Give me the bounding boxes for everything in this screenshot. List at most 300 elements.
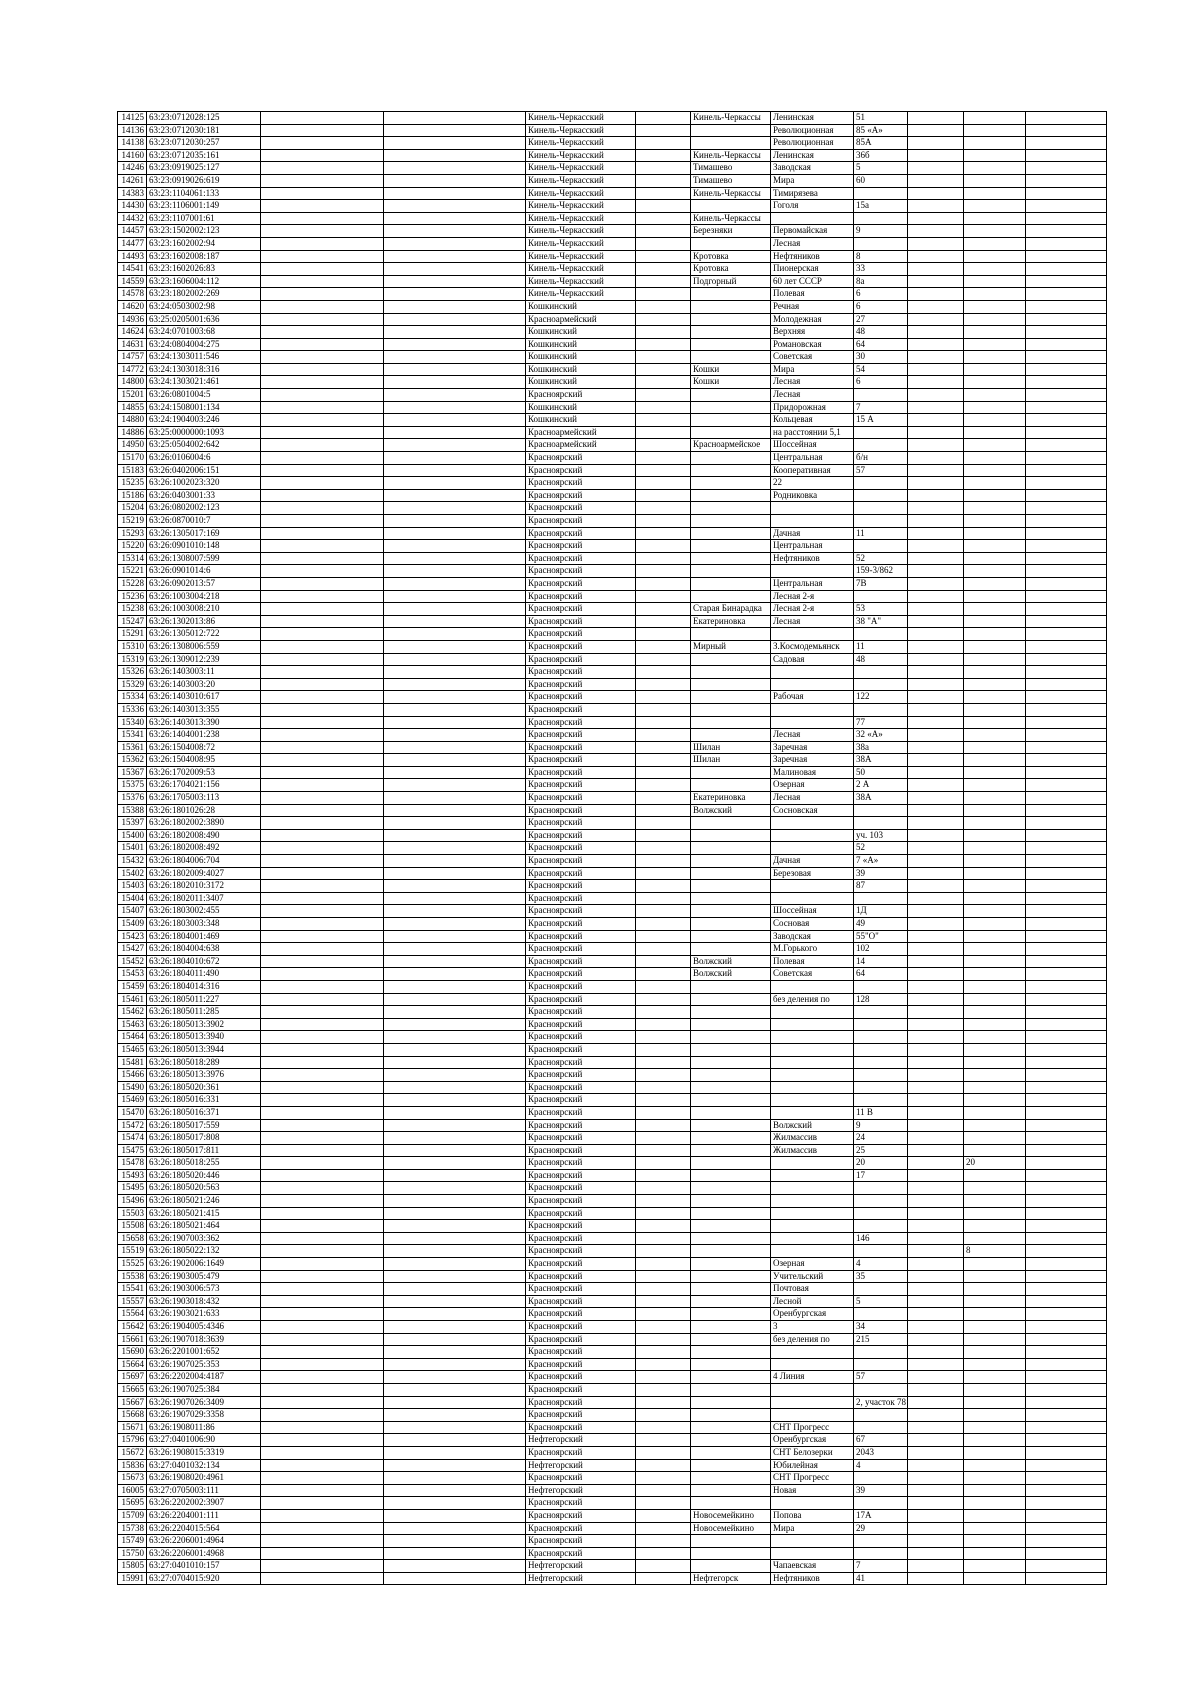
cell-house-number	[854, 1383, 908, 1396]
cell-row-number: 15361	[118, 741, 147, 754]
cell-col-12	[1026, 1446, 1107, 1459]
cell-col-6	[636, 666, 691, 679]
cell-house-number	[854, 187, 908, 200]
cell-settlement	[691, 1081, 771, 1094]
cell-street	[771, 817, 854, 830]
cell-house-number: 20	[854, 1157, 908, 1170]
cell-col-10	[908, 1081, 964, 1094]
cell-col-3	[261, 162, 384, 175]
cell-row-number: 15690	[118, 1346, 147, 1359]
cell-district: Красноярский	[526, 565, 636, 578]
table-row	[118, 603, 1107, 616]
cell-col-12	[1026, 540, 1107, 553]
cell-district: Красноярский	[526, 804, 636, 817]
cell-col-6	[636, 439, 691, 452]
cell-district: Красноярский	[526, 1043, 636, 1056]
cell-col-6	[636, 968, 691, 981]
cell-col-6	[636, 137, 691, 150]
cell-street: Рабочая	[771, 691, 854, 704]
cell-house-number: 122	[854, 691, 908, 704]
cell-street: Пионерская	[771, 263, 854, 276]
cell-row-number: 14160	[118, 149, 147, 162]
cell-settlement	[691, 1270, 771, 1283]
cell-row-number: 15472	[118, 1119, 147, 1132]
cell-row-number: 14493	[118, 250, 147, 263]
cell-settlement	[691, 1560, 771, 1573]
cell-row-number: 14541	[118, 263, 147, 276]
cell-settlement	[691, 943, 771, 956]
cell-row-number: 15469	[118, 1094, 147, 1107]
cell-row-number: 15409	[118, 918, 147, 931]
cell-col-3	[261, 477, 384, 490]
cell-col-3	[261, 1245, 384, 1258]
cell-street	[771, 515, 854, 528]
cell-col-12	[1026, 1207, 1107, 1220]
table-row	[118, 502, 1107, 515]
cell-col-3	[261, 1383, 384, 1396]
cell-street: Лесная 2-я	[771, 603, 854, 616]
cell-col-6	[636, 678, 691, 691]
cell-street: Жилмассив	[771, 1144, 854, 1157]
cell-street: Советская	[771, 968, 854, 981]
cell-col-12	[1026, 804, 1107, 817]
cell-col-3	[261, 1232, 384, 1245]
cell-col-4	[384, 452, 526, 465]
cell-district: Красноярский	[526, 502, 636, 515]
cell-col-6	[636, 1069, 691, 1082]
cell-col-11	[964, 1459, 1026, 1472]
table-row	[118, 867, 1107, 880]
cell-col-3	[261, 1434, 384, 1447]
cell-street: 3	[771, 1321, 854, 1334]
cell-settlement: Новосемейкино	[691, 1522, 771, 1535]
cell-settlement	[691, 389, 771, 402]
cell-cadastral-number: 63:26:1403003:20	[147, 678, 261, 691]
cell-settlement	[691, 489, 771, 502]
cell-cadastral-number: 63:26:1305012:722	[147, 628, 261, 641]
cell-col-6	[636, 1346, 691, 1359]
cell-settlement: Кинель-Черкассы	[691, 187, 771, 200]
cell-house-number	[854, 1421, 908, 1434]
cell-cadastral-number: 63:26:1903018:432	[147, 1295, 261, 1308]
cell-col-10	[908, 477, 964, 490]
cell-col-4	[384, 918, 526, 931]
cell-col-6	[636, 640, 691, 653]
cell-settlement: Нефтегорск	[691, 1572, 771, 1585]
cell-col-4	[384, 225, 526, 238]
cell-house-number	[854, 1195, 908, 1208]
cell-street	[771, 678, 854, 691]
cell-street: Садовая	[771, 653, 854, 666]
cell-col-6	[636, 326, 691, 339]
cell-col-3	[261, 1043, 384, 1056]
cell-cadastral-number: 63:26:1805016:331	[147, 1094, 261, 1107]
cell-col-11	[964, 930, 1026, 943]
cell-settlement	[691, 338, 771, 351]
cell-col-10	[908, 426, 964, 439]
cell-col-12	[1026, 615, 1107, 628]
cell-cadastral-number: 63:24:1904003:246	[147, 414, 261, 427]
cell-col-12	[1026, 729, 1107, 742]
cell-street	[771, 703, 854, 716]
cell-street: Кооперативная	[771, 464, 854, 477]
cell-settlement	[691, 1459, 771, 1472]
cell-row-number: 15462	[118, 1006, 147, 1019]
cell-street: Революционная	[771, 137, 854, 150]
cell-street: Молодежная	[771, 313, 854, 326]
cell-street: Ленинская	[771, 112, 854, 125]
cell-house-number	[854, 237, 908, 250]
cell-col-4	[384, 1522, 526, 1535]
cell-col-12	[1026, 489, 1107, 502]
cell-col-6	[636, 842, 691, 855]
cell-row-number: 16005	[118, 1484, 147, 1497]
cell-settlement: Кинель-Черкассы	[691, 149, 771, 162]
cell-street	[771, 1081, 854, 1094]
cell-house-number: 67	[854, 1434, 908, 1447]
table-row	[118, 225, 1107, 238]
cell-col-10	[908, 905, 964, 918]
cell-row-number: 14757	[118, 351, 147, 364]
cell-col-6	[636, 804, 691, 817]
cell-col-12	[1026, 1043, 1107, 1056]
cell-col-12	[1026, 779, 1107, 792]
cell-row-number: 15538	[118, 1270, 147, 1283]
cell-col-6	[636, 338, 691, 351]
cell-col-3	[261, 716, 384, 729]
cell-street: Советская	[771, 351, 854, 364]
cell-col-3	[261, 993, 384, 1006]
cell-street	[771, 1409, 854, 1422]
cell-col-11	[964, 237, 1026, 250]
cell-street	[771, 1106, 854, 1119]
table-row	[118, 477, 1107, 490]
cell-row-number: 15991	[118, 1572, 147, 1585]
cell-district: Красноярский	[526, 590, 636, 603]
cell-col-10	[908, 1308, 964, 1321]
cell-row-number: 15402	[118, 867, 147, 880]
cell-row-number: 15293	[118, 527, 147, 540]
cell-col-4	[384, 855, 526, 868]
cell-col-6	[636, 174, 691, 187]
cell-house-number	[854, 1006, 908, 1019]
cell-row-number: 15658	[118, 1232, 147, 1245]
cell-col-10	[908, 187, 964, 200]
cell-house-number	[854, 1182, 908, 1195]
cell-row-number: 15427	[118, 943, 147, 956]
cell-col-3	[261, 225, 384, 238]
cell-col-6	[636, 1409, 691, 1422]
cell-house-number	[854, 212, 908, 225]
cell-row-number: 15341	[118, 729, 147, 742]
cell-house-number: 57	[854, 464, 908, 477]
cell-col-10	[908, 1069, 964, 1082]
cell-district: Красноярский	[526, 729, 636, 742]
cell-house-number: уч. 103	[854, 829, 908, 842]
cell-col-11	[964, 1572, 1026, 1585]
cell-house-number: 8	[854, 250, 908, 263]
cell-col-4	[384, 464, 526, 477]
cell-col-12	[1026, 1572, 1107, 1585]
cell-district: Красноярский	[526, 1232, 636, 1245]
cell-col-10	[908, 666, 964, 679]
cell-col-6	[636, 741, 691, 754]
cell-house-number: 38А	[854, 792, 908, 805]
cell-row-number: 15664	[118, 1358, 147, 1371]
cell-col-11	[964, 1446, 1026, 1459]
cell-col-11	[964, 477, 1026, 490]
cell-cadastral-number: 63:26:1802011:3407	[147, 892, 261, 905]
cell-col-12	[1026, 174, 1107, 187]
cell-col-11	[964, 464, 1026, 477]
cell-col-12	[1026, 502, 1107, 515]
cell-col-6	[636, 930, 691, 943]
cell-cadastral-number: 63:26:2206001:4968	[147, 1547, 261, 1560]
cell-col-11	[964, 452, 1026, 465]
table-row	[118, 1308, 1107, 1321]
cell-cadastral-number: 63:23:1606004:112	[147, 275, 261, 288]
table-row	[118, 703, 1107, 716]
cell-cadastral-number: 63:26:1805018:289	[147, 1056, 261, 1069]
cell-col-4	[384, 729, 526, 742]
cell-row-number: 15388	[118, 804, 147, 817]
cell-col-12	[1026, 137, 1107, 150]
cell-col-6	[636, 1560, 691, 1573]
cell-col-3	[261, 288, 384, 301]
cell-col-3	[261, 464, 384, 477]
cell-col-12	[1026, 351, 1107, 364]
cell-col-10	[908, 452, 964, 465]
cell-cadastral-number: 63:26:1805011:285	[147, 1006, 261, 1019]
cell-house-number: 27	[854, 313, 908, 326]
cell-district: Красноярский	[526, 515, 636, 528]
cell-col-3	[261, 855, 384, 868]
cell-house-number: 7 «А»	[854, 855, 908, 868]
cell-row-number: 15474	[118, 1132, 147, 1145]
cell-street: Лесная	[771, 792, 854, 805]
cell-settlement	[691, 1006, 771, 1019]
cell-col-4	[384, 187, 526, 200]
cell-col-12	[1026, 124, 1107, 137]
cell-district: Красноярский	[526, 1396, 636, 1409]
cell-col-12	[1026, 363, 1107, 376]
cell-col-6	[636, 1006, 691, 1019]
cell-district: Красноярский	[526, 754, 636, 767]
cell-col-3	[261, 792, 384, 805]
cell-col-3	[261, 1409, 384, 1422]
cell-col-12	[1026, 716, 1107, 729]
cell-street: без деления по	[771, 1333, 854, 1346]
table-row	[118, 1434, 1107, 1447]
cell-row-number: 15697	[118, 1371, 147, 1384]
cell-street: Нефтяников	[771, 250, 854, 263]
cell-col-4	[384, 1308, 526, 1321]
cell-settlement	[691, 628, 771, 641]
cell-col-10	[908, 993, 964, 1006]
cell-col-12	[1026, 1069, 1107, 1082]
cell-col-6	[636, 1421, 691, 1434]
cell-col-11	[964, 1144, 1026, 1157]
cell-street	[771, 1547, 854, 1560]
cell-col-10	[908, 1535, 964, 1548]
cell-row-number: 15221	[118, 565, 147, 578]
cell-col-6	[636, 1258, 691, 1271]
cell-house-number: 87	[854, 880, 908, 893]
table-row	[118, 1081, 1107, 1094]
cell-col-10	[908, 943, 964, 956]
cell-col-6	[636, 716, 691, 729]
cell-col-10	[908, 1371, 964, 1384]
cell-row-number: 15235	[118, 477, 147, 490]
cell-row-number: 15403	[118, 880, 147, 893]
cell-street	[771, 1018, 854, 1031]
cell-col-10	[908, 1182, 964, 1195]
cell-street	[771, 1497, 854, 1510]
cell-street: Романовская	[771, 338, 854, 351]
cell-col-4	[384, 716, 526, 729]
cell-col-4	[384, 275, 526, 288]
cell-row-number: 15541	[118, 1283, 147, 1296]
cell-col-3	[261, 414, 384, 427]
table-row	[118, 968, 1107, 981]
cell-house-number: 35	[854, 1270, 908, 1283]
table-row	[118, 1157, 1107, 1170]
cell-cadastral-number: 63:26:1907025:384	[147, 1383, 261, 1396]
cell-col-3	[261, 326, 384, 339]
cell-col-3	[261, 1195, 384, 1208]
cell-col-3	[261, 1106, 384, 1119]
cell-row-number: 15423	[118, 930, 147, 943]
cell-col-3	[261, 880, 384, 893]
cell-settlement	[691, 426, 771, 439]
cell-cadastral-number: 63:24:0804004:275	[147, 338, 261, 351]
cell-street: на расстоянии 5,1	[771, 426, 854, 439]
cell-col-3	[261, 842, 384, 855]
cell-col-6	[636, 817, 691, 830]
cell-col-11	[964, 489, 1026, 502]
cell-col-12	[1026, 867, 1107, 880]
cell-col-12	[1026, 678, 1107, 691]
cell-settlement	[691, 515, 771, 528]
cell-district: Красноярский	[526, 603, 636, 616]
cell-col-12	[1026, 1346, 1107, 1359]
cell-col-6	[636, 1169, 691, 1182]
cell-street: Речная	[771, 300, 854, 313]
cell-district: Красноярский	[526, 1056, 636, 1069]
cell-col-3	[261, 1572, 384, 1585]
table-row	[118, 1459, 1107, 1472]
cell-district: Кинель-Черкасский	[526, 275, 636, 288]
cell-house-number: 14	[854, 955, 908, 968]
cell-cadastral-number: 63:26:1805011:227	[147, 993, 261, 1006]
cell-col-10	[908, 389, 964, 402]
cell-district: Красноярский	[526, 1094, 636, 1107]
cell-col-4	[384, 930, 526, 943]
cell-col-6	[636, 829, 691, 842]
cell-house-number: 7	[854, 401, 908, 414]
cell-cadastral-number: 63:26:1804010:672	[147, 955, 261, 968]
cell-cadastral-number: 63:26:2201001:652	[147, 1346, 261, 1359]
cell-col-10	[908, 1497, 964, 1510]
cell-col-4	[384, 817, 526, 830]
cell-col-4	[384, 137, 526, 150]
cell-col-11	[964, 212, 1026, 225]
cell-street	[771, 829, 854, 842]
cell-col-10	[908, 1220, 964, 1233]
table-row	[118, 1094, 1107, 1107]
cell-col-6	[636, 1522, 691, 1535]
cell-cadastral-number: 63:26:1805020:563	[147, 1182, 261, 1195]
table-row	[118, 527, 1107, 540]
cell-street: Ленинская	[771, 149, 854, 162]
cell-col-11	[964, 515, 1026, 528]
cell-district: Кинель-Черкасский	[526, 237, 636, 250]
cell-col-4	[384, 401, 526, 414]
cell-col-6	[636, 1270, 691, 1283]
cell-col-4	[384, 628, 526, 641]
cell-col-6	[636, 590, 691, 603]
cell-district: Кинель-Черкасский	[526, 174, 636, 187]
cell-col-10	[908, 1509, 964, 1522]
cell-col-11	[964, 1358, 1026, 1371]
cell-col-10	[908, 250, 964, 263]
cell-row-number: 15336	[118, 703, 147, 716]
cell-cadastral-number: 63:25:0000000:1093	[147, 426, 261, 439]
cell-house-number: б/н	[854, 452, 908, 465]
cell-col-12	[1026, 892, 1107, 905]
cell-house-number	[854, 1283, 908, 1296]
cell-col-6	[636, 703, 691, 716]
cell-house-number: 9	[854, 1119, 908, 1132]
cell-street: Озерная	[771, 1258, 854, 1271]
cell-row-number: 15228	[118, 577, 147, 590]
cell-col-6	[636, 615, 691, 628]
cell-district: Кошкинский	[526, 300, 636, 313]
cell-col-10	[908, 1547, 964, 1560]
cell-col-11	[964, 666, 1026, 679]
cell-settlement: Кротовка	[691, 263, 771, 276]
cell-col-12	[1026, 212, 1107, 225]
cell-col-10	[908, 200, 964, 213]
cell-district: Кошкинский	[526, 414, 636, 427]
cell-district: Красноярский	[526, 1270, 636, 1283]
cell-street: Шоссейная	[771, 439, 854, 452]
cell-col-4	[384, 414, 526, 427]
cell-settlement	[691, 1371, 771, 1384]
cell-district: Нефтегорский	[526, 1572, 636, 1585]
cell-cadastral-number: 63:26:0901014:6	[147, 565, 261, 578]
cell-col-12	[1026, 552, 1107, 565]
cell-col-4	[384, 1459, 526, 1472]
cell-col-11	[964, 577, 1026, 590]
cell-street	[771, 1245, 854, 1258]
cell-col-6	[636, 1283, 691, 1296]
cell-col-3	[261, 338, 384, 351]
cell-street: Заречная	[771, 741, 854, 754]
cell-street: Первомайская	[771, 225, 854, 238]
cell-col-12	[1026, 1358, 1107, 1371]
cell-col-11	[964, 1371, 1026, 1384]
cell-district: Кинель-Черкасский	[526, 187, 636, 200]
table-row	[118, 766, 1107, 779]
cell-settlement	[691, 1069, 771, 1082]
table-row	[118, 1018, 1107, 1031]
cell-col-4	[384, 1509, 526, 1522]
cell-col-11	[964, 943, 1026, 956]
cell-row-number: 15836	[118, 1459, 147, 1472]
cell-col-3	[261, 1270, 384, 1283]
cell-col-4	[384, 1144, 526, 1157]
